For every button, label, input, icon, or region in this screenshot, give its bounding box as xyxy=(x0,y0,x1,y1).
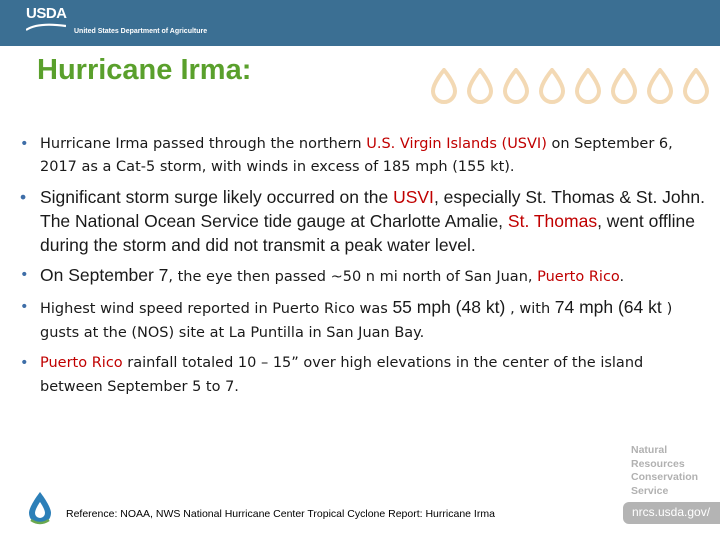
water-drop-icon xyxy=(649,70,671,102)
bullet-text: ) gusts at the (NOS) site at La Puntilla in San Juan Bay. xyxy=(40,301,673,341)
reference-text: Reference: NOAA, NWS National Hurricane Center Tropical Cyclone Report: Hurricane Irma xyxy=(66,508,495,520)
nrcs-line: Conservation xyxy=(631,471,699,483)
nrcs-line: Natural xyxy=(631,444,668,456)
water-drop-icon xyxy=(613,70,635,102)
bullet-highlight: Puerto Rico xyxy=(40,355,123,371)
nrcs-wordmark xyxy=(631,444,698,498)
water-drop-icon xyxy=(541,70,563,102)
nrcs-url-link[interactable]: nrcs.usda.gov/ xyxy=(632,505,711,519)
water-drop-icon xyxy=(433,70,455,102)
bullet-highlight: USVI xyxy=(393,187,434,207)
bullet-text: , with xyxy=(510,301,555,317)
water-drops-decoration xyxy=(428,68,720,104)
bullet-item xyxy=(20,351,710,399)
usda-logo: USDA xyxy=(26,5,67,22)
bullet-text: Hurricane Irma passed through the northern xyxy=(40,136,367,152)
bullet-text: , went offline during the storm and did not transmit a peak water level. xyxy=(40,211,696,255)
bullet-emphasis: 55 mph (48 kt) xyxy=(392,297,511,317)
bullet-text: . xyxy=(619,269,625,285)
bullet-highlight: U.S. Virgin Islands (USVI) xyxy=(366,136,547,152)
nrcs-url-badge[interactable] xyxy=(623,502,720,524)
bullet-highlight: St. Thomas xyxy=(507,211,598,231)
bullet-text: Highest wind speed reported in Puerto Rico was xyxy=(40,301,393,317)
bullet-item xyxy=(20,295,710,345)
bullet-text: rainfall totaled 10 – 15” over high elevations in the center of the island between September 5 to 7. xyxy=(40,355,644,395)
bullet-text: , especially St. Thomas & St. John. The National Ocean Service tide gauge at Charlotte Amalie, xyxy=(40,187,705,231)
bullet-list xyxy=(20,133,710,405)
bullet-emphasis: On September 7 xyxy=(40,265,169,285)
page-title: Hurricane Irma: xyxy=(37,54,252,86)
bullet-text: Significant storm surge likely occurred on the xyxy=(40,187,394,207)
header-bar xyxy=(0,0,720,46)
bullet-text: on September 6, 2017 as a Cat-5 storm, with winds in excess of 185 mph (155 kt). xyxy=(40,136,673,175)
nrcs-drop-logo-icon xyxy=(26,490,54,526)
nrcs-line: Service xyxy=(631,484,669,497)
water-drop-icon xyxy=(577,70,599,102)
bullet-item xyxy=(20,185,710,257)
nrcs-line: Resources xyxy=(631,457,685,470)
bullet-item xyxy=(20,133,710,179)
bullet-item xyxy=(20,263,710,289)
department-name: United States Department of Agriculture xyxy=(74,28,208,35)
water-drop-icon xyxy=(505,70,527,102)
bullet-highlight: Puerto Rico xyxy=(537,269,620,285)
usda-swoosh-icon xyxy=(26,22,66,32)
bullet-text: , the eye then passed ~50 n mi north of San Juan, xyxy=(168,269,538,285)
water-drop-icon xyxy=(469,70,491,102)
water-drop-icon xyxy=(685,70,707,102)
bullet-emphasis: 74 mph (64 kt xyxy=(554,297,667,317)
